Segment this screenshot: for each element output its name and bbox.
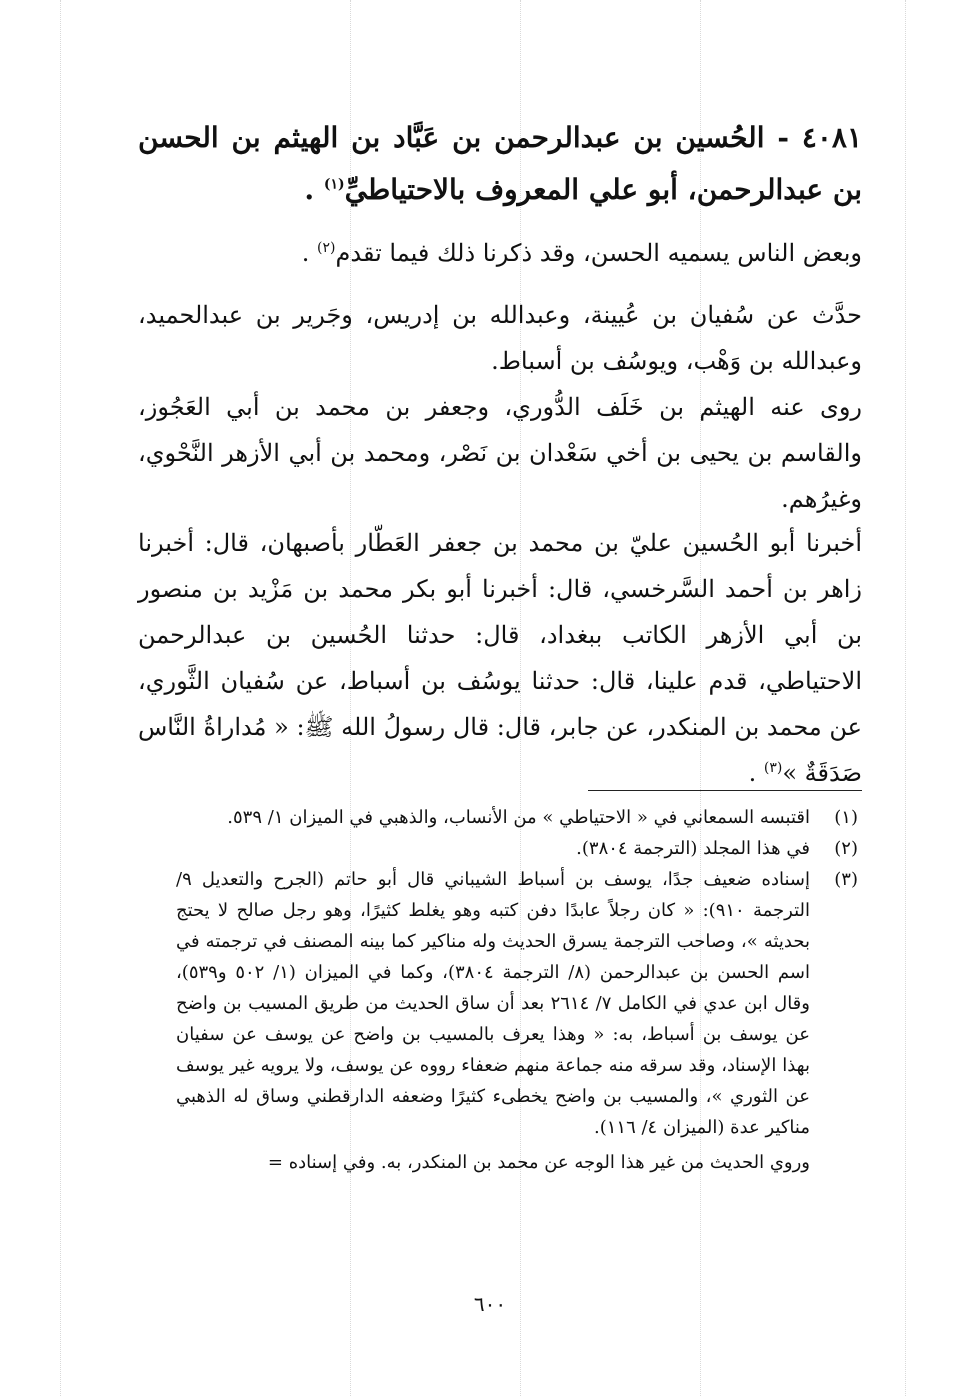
paragraph-name-note — [138, 230, 862, 276]
footnotes-section — [176, 802, 858, 1178]
page-number: ٦٠٠ — [473, 1292, 507, 1316]
footnote-item — [176, 864, 858, 1143]
paragraph-hadith-text: أخبرنا أبو الحُسين عليّ بن محمد بن جعفر العَطّار بأصبهان، قال: أخبرنا زاهر بن أحمد السَّرخسي، قال: أخبرنا أبو بكر محمد بن مَزْيد بن منصور بن أبي الأزهر الكاتب ببغداد، قال: حدثنا الحُسين بن عبدالرحمن الاحتياطي، قدم علينا، قال: حدثنا يوسُف بن أسباط، عن سُفيان الثَّوري، عن محمد بن المنكدر، عن جابر، قال: قال رسولُ الله ﷺ: « مُداراةُ النَّاس صَدَقَةٌ » — [138, 529, 863, 787]
entry-heading — [138, 112, 862, 216]
heading-end: . — [304, 173, 324, 206]
paragraph-students: روى عنه الهيثم بن خَلَف الدُّوري، وجعفر بن محمد بن أبي العَجُوز، والقاسم بن يحيى بن أخي سَعْدان بن نَصْر، ومحمد بن أبي الأزهر النَّحْوي، وغيرُهم. — [138, 393, 862, 513]
scan-guide-line — [905, 0, 906, 1396]
footnote-ref-1: (١) — [323, 176, 345, 193]
paragraph-name-note-text: وبعض الناس يسميه الحسن، وقد ذكرنا ذلك فيما تقدم — [335, 239, 862, 267]
footnote-item — [176, 833, 858, 864]
footnote-number: (١) — [834, 807, 858, 828]
paragraph-end: . — [748, 759, 764, 787]
paragraph-hadith — [138, 520, 862, 796]
entry-heading-text: ٤٠٨١ - الحُسين بن عبدالرحمن بن عَبَّاد بن الهيثم بن الحسن بن عبدالرحمن، أبو علي المعروف بالاحتياطيِّ — [138, 121, 862, 206]
footnote-item — [176, 802, 858, 833]
footnote-continuation: وروي الحديث من غير هذا الوجه عن محمد بن المنكدر، به. وفي إسناده = — [267, 1152, 810, 1173]
footnote-ref-3: (٣) — [763, 760, 783, 776]
footnote-text: في هذا المجلد (الترجمة ٣٨٠٤). — [576, 838, 810, 859]
footnote-number: (٢) — [834, 838, 858, 859]
paragraph-end: . — [301, 239, 318, 267]
footnote-text: اقتبسه السمعاني في « الاحتياطي » من الأنساب، والذهبي في الميزان ١/ ٥٣٩. — [227, 807, 810, 828]
footnote-number: (٣) — [834, 869, 858, 890]
footnote-separator — [588, 790, 862, 791]
scan-guide-line — [60, 0, 61, 1396]
footnote-ref-2: (٢) — [317, 240, 336, 256]
footnote-text: إسناده ضعيف جدًا، يوسف بن أسباط الشيباني قال أبو حاتم (الجرح والتعديل ٩/ الترجمة ٩١٠): « كان رجلاً عابدًا دفن كتبه وهو يغلط كثيرًا، وهو رجل صالح لا يحتج بحديثه »، وصاحب الترجمة يسرق الحديث وله مناكير كما بينه المصنف في ترجمته في اسم الحسن بن عبدالرحمن (٨/ الترجمة ٣٨٠٤)، وكما في الميزان (١/ ٥٠٢ و٥٣٩)، وقال ابن عدي في الكامل ٧/ ٢٦١٤ بعد أن ساق الحديث من طريق المسيب بن واضح عن يوسف بن أسباط، به: « وهذا يعرف بالمسيب بن واضح عن يوسف عن سفيان بهذا الإسناد، وقد سرقه منه جماعة منهم ضعفاء رووه عن يوسف، ولا يرويه غير يوسف عن الثوري »، والمسيب بن واضح يخطىء كثيرًا وضعفه الدارقطني وساق له الذهبي مناكير عدة (الميزان ٤/ ١١٦). — [176, 869, 810, 1138]
paragraph-teachers: حدَّث عن سُفيان بن عُيينة، وعبدالله بن إدريس، وجَرير بن عبدالحميد، وعبدالله بن وَهْب، ويوسُف بن أسباط. — [138, 301, 862, 375]
